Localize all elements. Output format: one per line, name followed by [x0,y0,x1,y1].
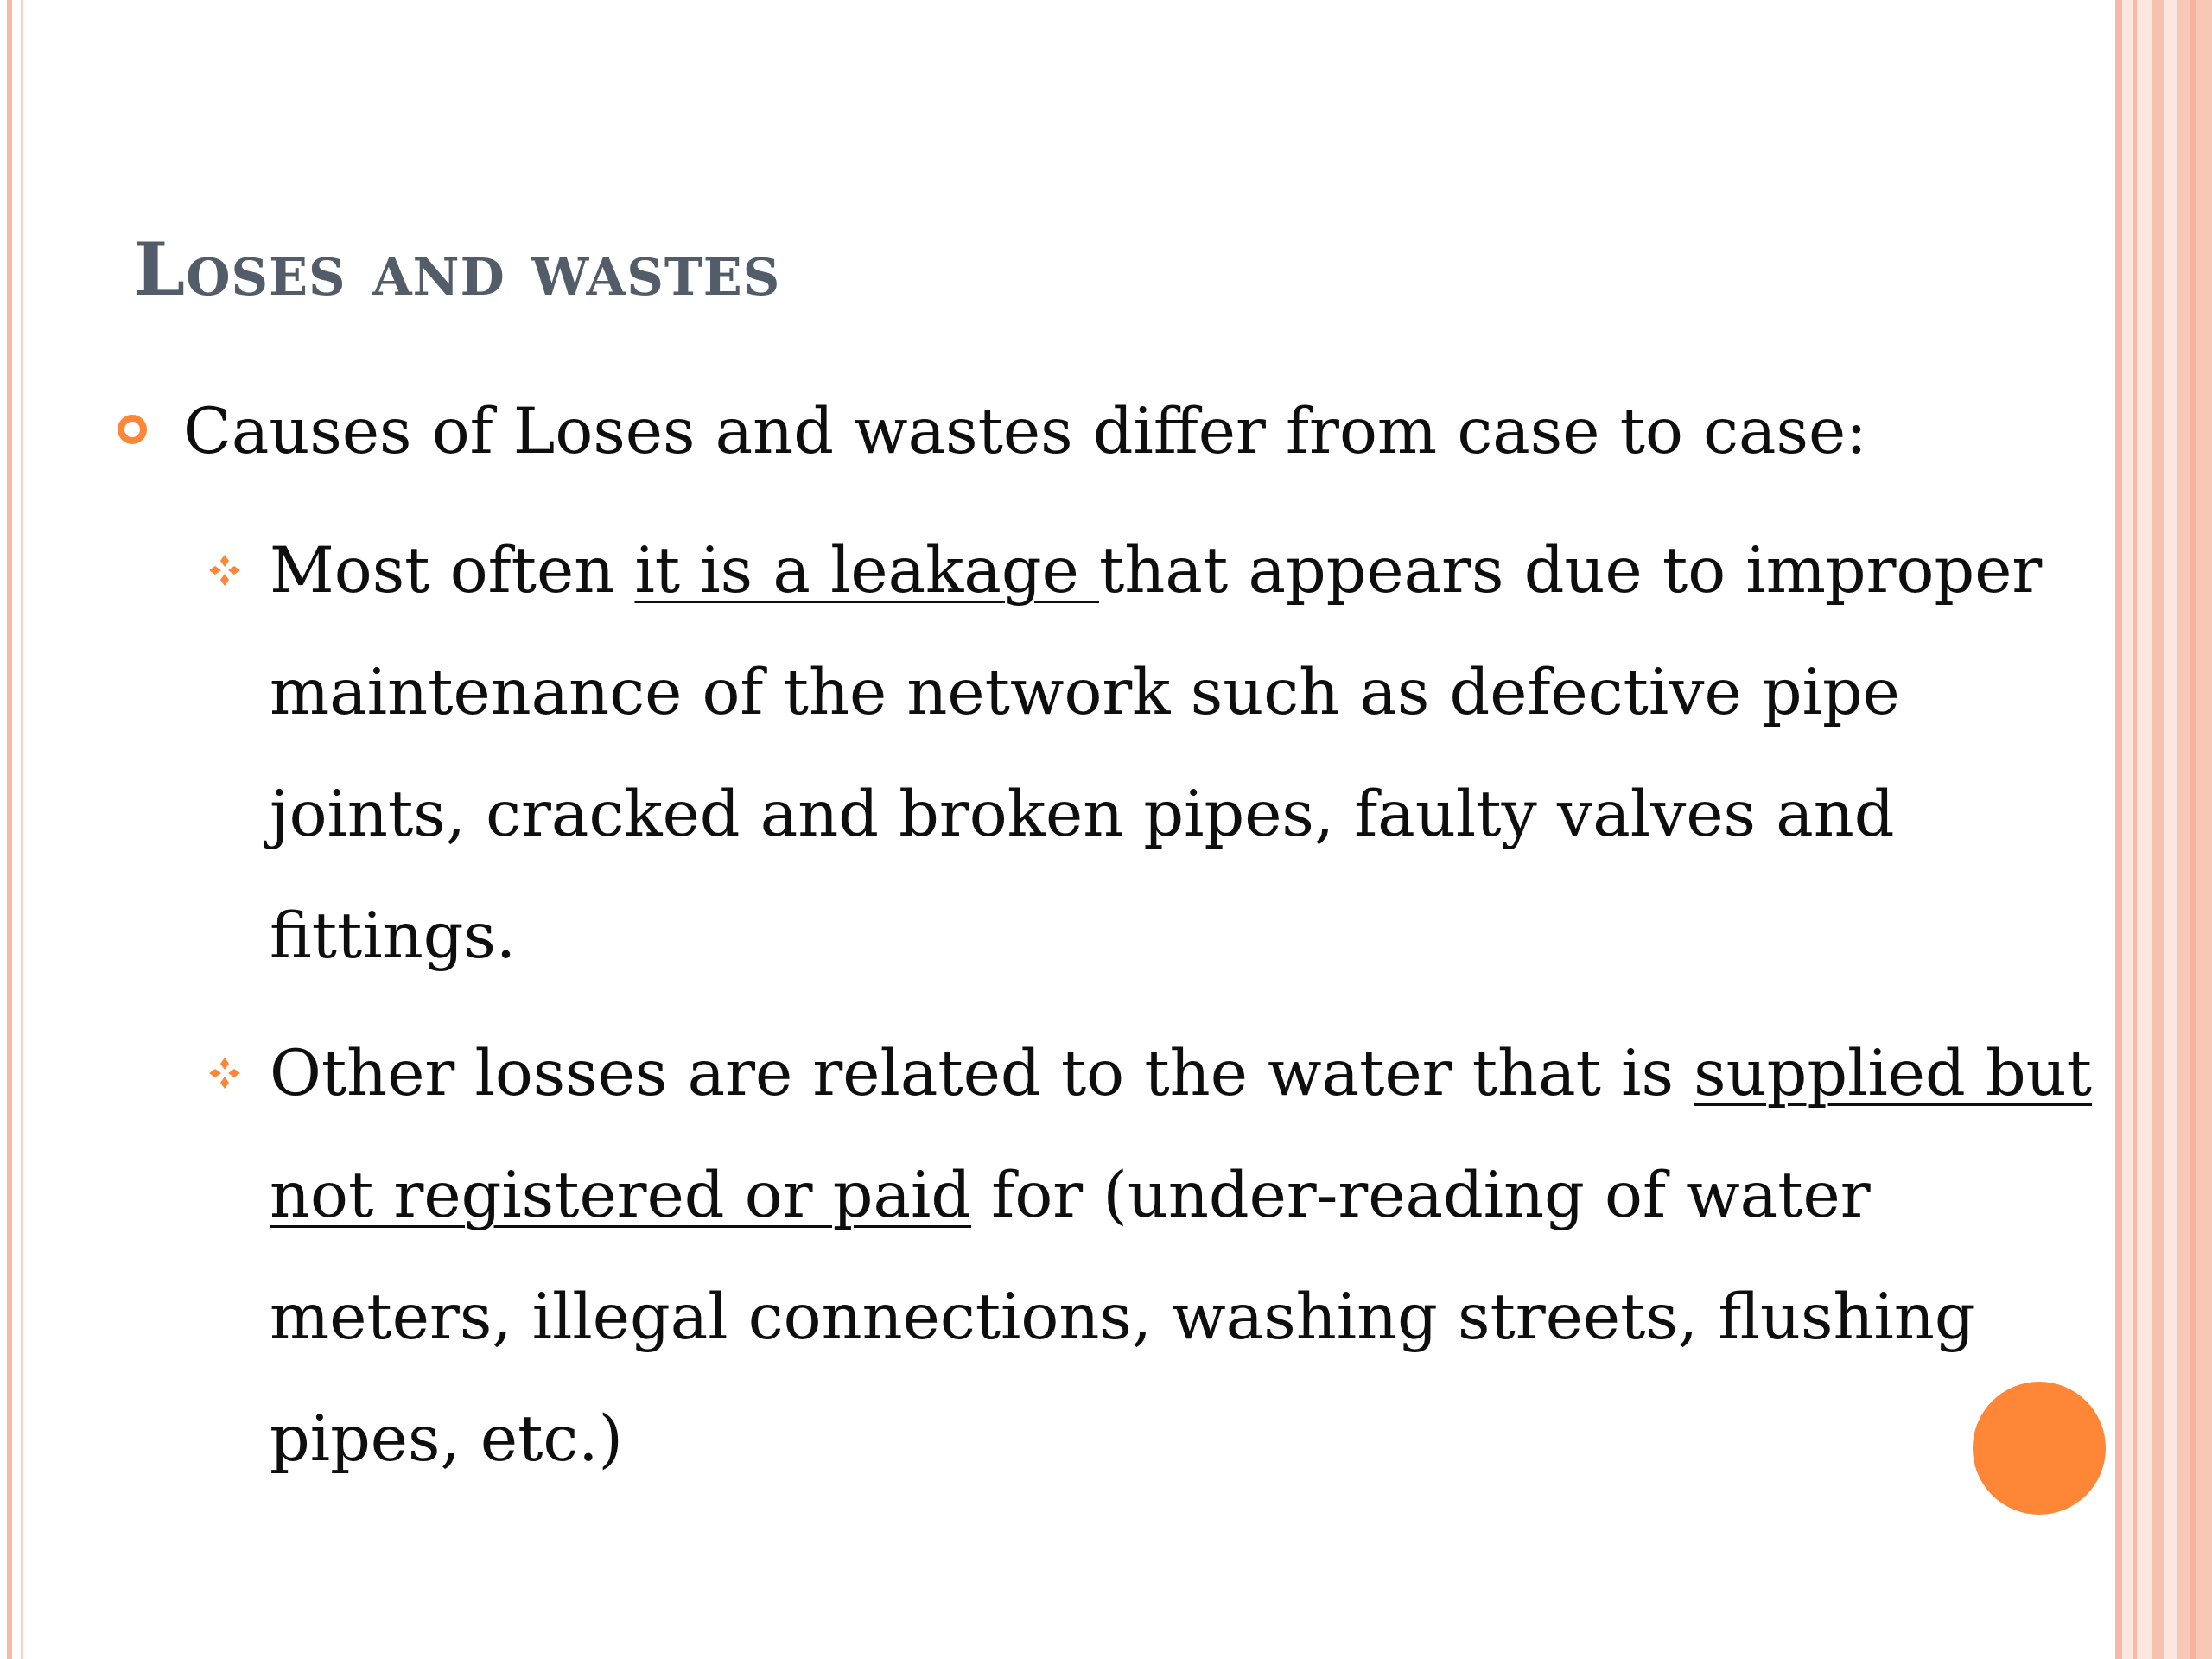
bullet-text: Causes of Loses and wastes differ from case to case: [183,395,1867,468]
sub-item-line: Other losses are related to the water that is supplied but [270,1037,2093,1110]
sub-item-line: meters, illegal connections, washing streets, flushing [270,1281,1975,1354]
slide-title: Loses and wastes [134,226,781,312]
right-border-stripe-line [2190,0,2196,1659]
sub-item-other-losses [270,1013,2093,1500]
sub-item-leakage [270,510,2067,997]
four-diamond-icon [206,551,244,589]
left-border-line-thin [21,0,23,1659]
sub-item-line: maintenance of the network such as defective pipe [270,656,1900,729]
underlined-text: not registered or paid [270,1159,972,1232]
hollow-circle-icon [118,415,147,444]
orange-circle-icon [1973,1382,2106,1515]
left-border-line [7,0,12,1659]
four-diamond-icon [206,1054,244,1092]
underlined-text: supplied but [1694,1037,2093,1110]
right-border-line [2115,0,2122,1659]
sub-item-line: joints, cracked and broken pipes, faulty valves and [270,778,1895,851]
right-border-line-wide [2152,0,2164,1659]
underlined-text: it is a leakage [634,534,1100,607]
sub-item-line: Most often it is a leakage that appears due to improper [270,534,2043,607]
sub-item-line: fittings. [270,899,517,973]
sub-item-line: not registered or paid for (under-reading of water [270,1159,1871,1232]
sub-item-line: pipes, etc.) [270,1402,623,1476]
right-border-line-thin [2133,0,2137,1659]
